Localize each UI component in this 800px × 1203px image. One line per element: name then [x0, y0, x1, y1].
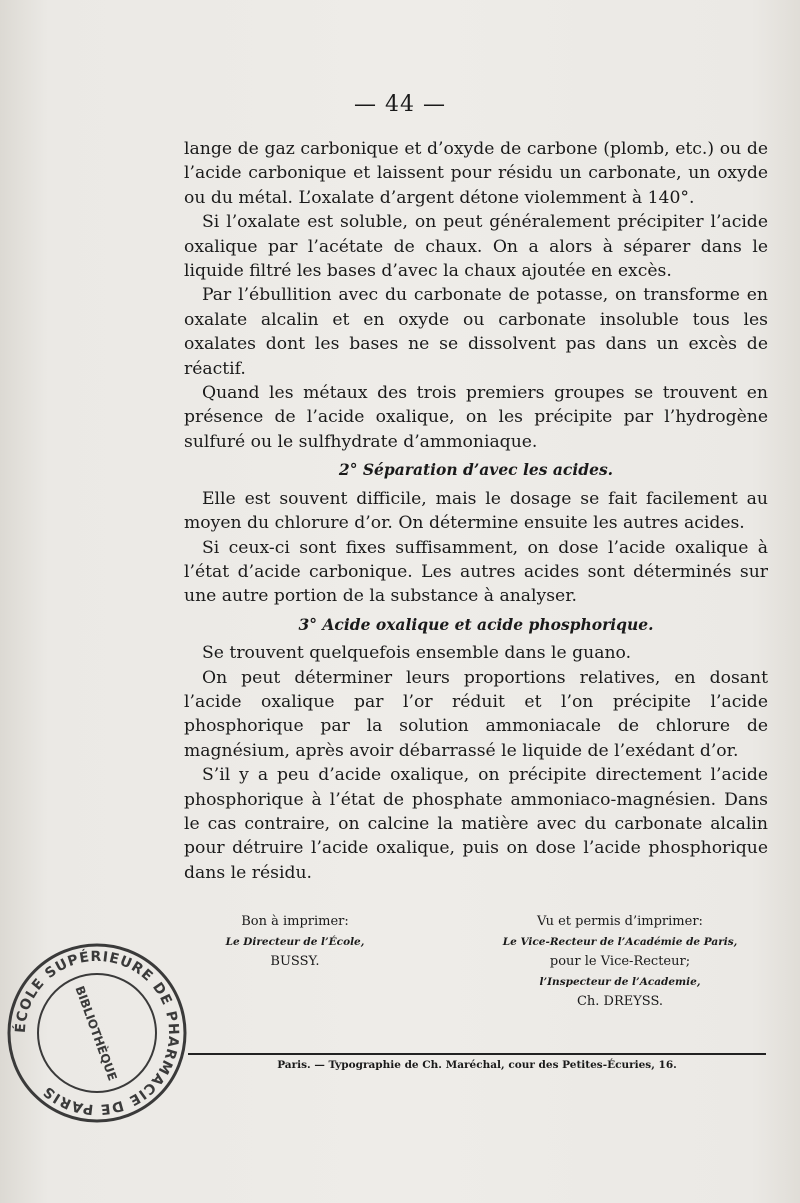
- footer-rule: [188, 1053, 766, 1055]
- bon-a-imprimer: Bon à imprimer:: [241, 914, 349, 929]
- section-3-heading: 3° Acide oxalique et acide phosphorique.: [298, 614, 654, 634]
- paragraph-4: Quand les métaux des trois premiers groupes se trouvent en présence de l’acide oxalique, on les précipite par l’hydrogène sulfuré ou le sulfhydrate d’ammoniaque.: [184, 383, 768, 452]
- section-2-heading: 2° Séparation d’avec les acides.: [338, 460, 614, 480]
- paragraph-2: Si l’oxalate est soluble, on peut généralement précipiter l’acide oxalique par l’acétate de chaux. On a alors à séparer dans le liquide filtré les bases d’avec la chaux ajoutée en excès.: [184, 212, 768, 282]
- paragraph-1: lange de gaz carbonique et d’oxyde de carbone (plomb, etc.) ou de l’acide carbonique et laissent pour résidu un carbonate, un oxyde ou du métal. L’oxalate d’argent détone violemment à 140°.: [184, 139, 768, 208]
- directeur-name: BUSSY.: [270, 954, 320, 969]
- body-text: [184, 137, 768, 885]
- inspecteur-title: l’Inspecteur de l’Academie,: [539, 976, 701, 988]
- section-3-paragraph-2: On peut déterminer leurs proportions relatives, en dosant l’acide oxalique par l’or réduit et l’on précipite l’acide phosphorique par la solution ammoniacale de chlorure de magnésium, après avoir débarrassé le liquide de l’exédant d’or.: [184, 667, 768, 761]
- section-2-paragraph-1: Elle est souvent difficile, mais le dosage se fait facilement au moyen du chlorure d’or. On détermine ensuite les autres acides.: [184, 488, 768, 534]
- stamp-inner-text: BIBLIOTHÈQUE: [72, 984, 120, 1083]
- directeur-title: Le Directeur de l’École,: [225, 936, 365, 948]
- pour-vice-recteur: pour le Vice-Recteur;: [549, 954, 691, 969]
- section-3-paragraph-1: Se trouvent quelquefois ensemble dans le guano.: [202, 643, 632, 664]
- printer-footer: Paris. — Typographie de Ch. Maréchal, cour des Petites-Écuries, 16.: [277, 1059, 677, 1071]
- imprimatur-block: [200, 912, 760, 1032]
- vice-recteur-title: Le Vice-Recteur de l’Académie de Paris,: [502, 936, 738, 948]
- vu-et-permis: Vu et permis d’imprimer:: [537, 914, 703, 929]
- inspecteur-name: Ch. DREYSS.: [576, 994, 664, 1009]
- section-3-paragraph-3: S’il y a peu d’acide oxalique, on précipite directement l’acide phosphorique à l’état de phosphate ammoniaco-magnésien. Dans le cas contraire, on calcine la matière avec du carbonate alcalin pour détruire l’acide oxalique, puis on dose l’acide phosphorique dans le résidu.: [184, 765, 768, 883]
- imprimatur-right: [470, 912, 770, 1012]
- imprimatur-left: [200, 912, 390, 972]
- page-number: — 44 —: [354, 92, 446, 117]
- stamp-outer-text: ÉCOLE SUPÉRIEURE DE PHARMACIE DE PARIS: [12, 948, 182, 1118]
- library-stamp-icon: [4, 940, 190, 1126]
- section-2-paragraph-2: Si ceux-ci sont fixes suffisamment, on dose l’acide oxalique à l’état d’acide carbonique. Les autres acides sont déterminés sur une autre portion de la substance à analyser.: [184, 537, 768, 607]
- paragraph-3: Par l’ébullition avec du carbonate de potasse, on transforme en oxalate alcalin et en oxyde ou carbonate insoluble tous les oxalates dont les bases ne se dissolvent pas dans un excès de réactif.: [184, 285, 768, 379]
